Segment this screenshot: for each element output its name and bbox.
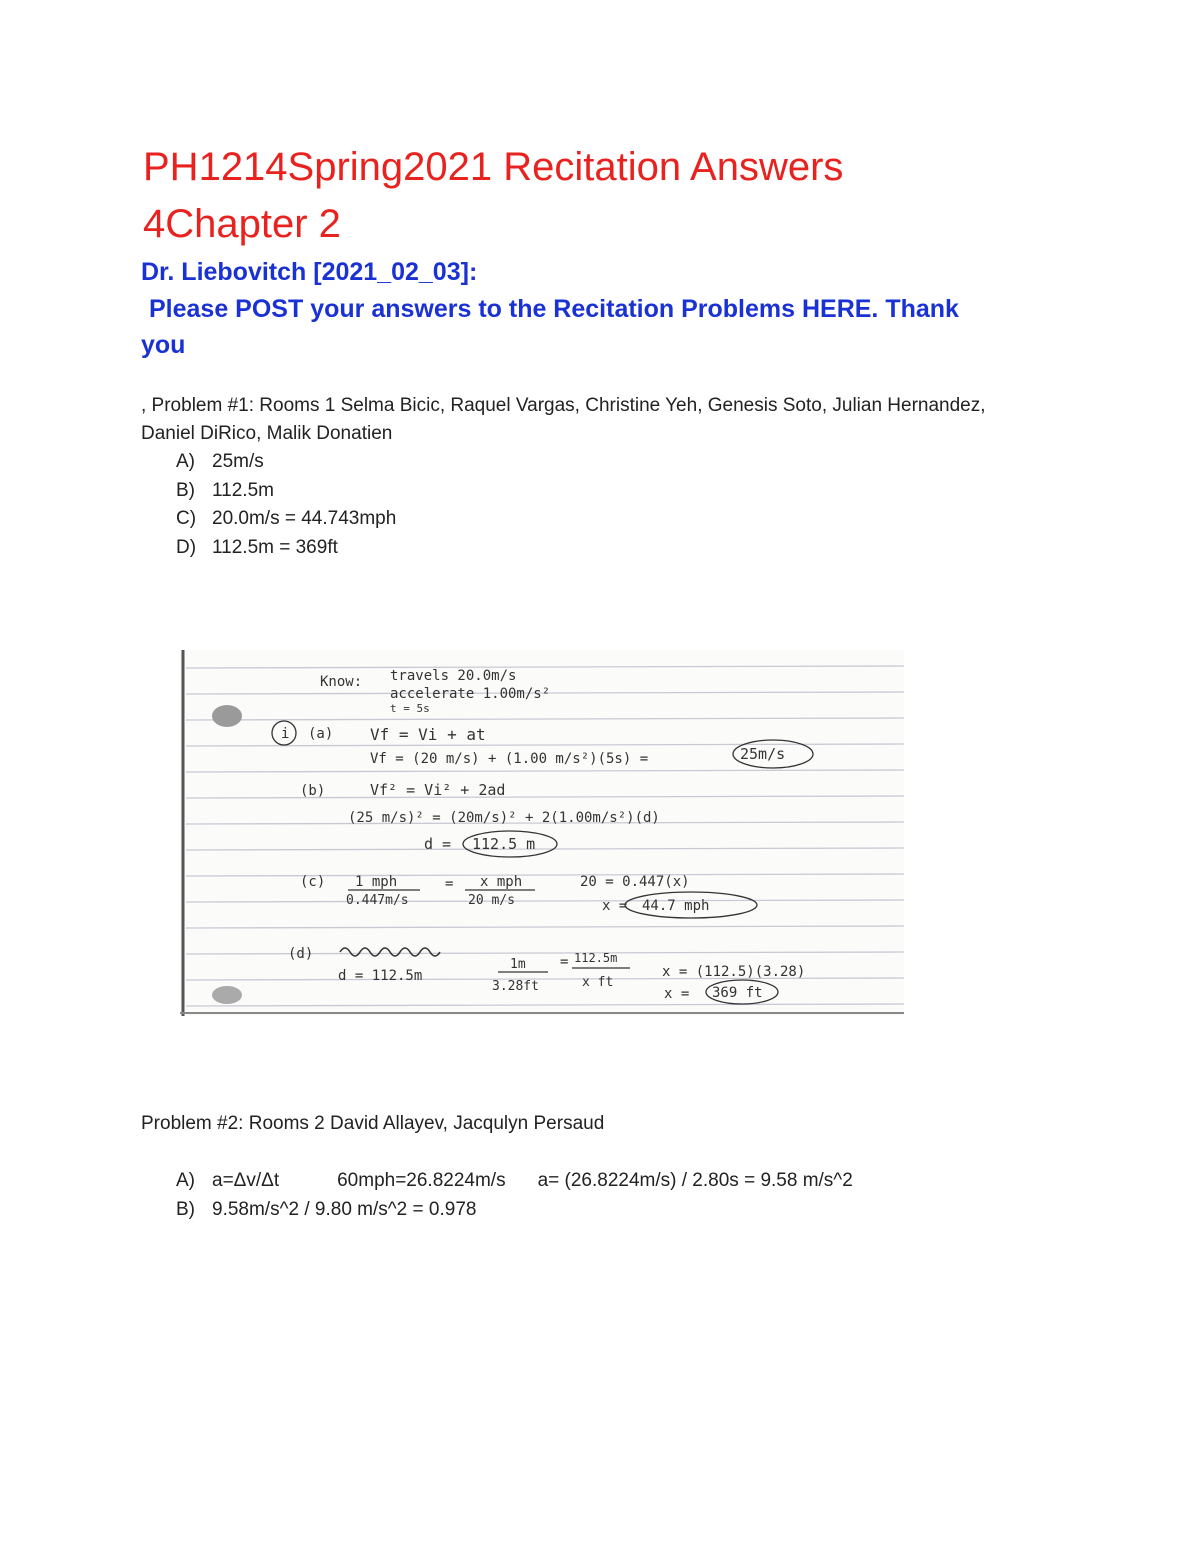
problem-1-answer-list (176, 448, 396, 562)
answer-letter: C) (176, 508, 197, 529)
list-item (176, 534, 396, 563)
equation-line: d = (424, 835, 452, 853)
post-request (141, 291, 1061, 363)
fraction-denominator: 3.28ft (492, 979, 539, 994)
equation-line: d = 112.5m (338, 968, 423, 984)
author-line: Dr. Liebovitch [2021_02_03]: (141, 258, 478, 286)
equation-line: 20 = 0.447(x) (580, 874, 690, 890)
part-label: (d) (288, 946, 314, 962)
answer-text: 25m/s (212, 451, 264, 472)
list-item (176, 448, 396, 477)
answer-letter: A) (176, 451, 195, 472)
list-item (176, 477, 396, 506)
circled-answer: 369 ft (712, 985, 763, 1001)
known-line: travels 20.0m/s (390, 668, 517, 684)
post-request-line1: Please POST your answers to the Recitation Problems HERE. Thank (149, 295, 959, 323)
list-item (176, 1167, 853, 1196)
fraction-numerator: 1 mph (355, 874, 398, 890)
circled-answer: 25m/s (740, 745, 786, 763)
equation-line: (25 m/s)² = (20m/s)² + 2(1.00m/s²)(d) (348, 810, 660, 826)
circled-answer: 112.5 m (472, 835, 536, 853)
answer-text: 60mph=26.8224m/s (337, 1170, 506, 1191)
fraction-numerator: 1m (510, 957, 526, 972)
part-label: (b) (300, 783, 326, 799)
equation-line: x = (112.5)(3.28) (662, 964, 806, 980)
fraction-numerator: 112.5m (574, 951, 618, 965)
answer-letter: B) (176, 1198, 195, 1220)
known-line: accelerate 1.00m/s² (390, 686, 551, 702)
problem-2-heading: Problem #2: Rooms 2 David Allayev, Jacqulyn Persaud (141, 1113, 605, 1134)
document-title: PH1214Spring2021 Recitation Answers (143, 145, 844, 189)
part-label: (c) (300, 874, 326, 890)
equals-sign: = (445, 876, 454, 892)
answer-text: 9.58m/s^2 / 9.80 m/s^2 = 0.978 (212, 1198, 477, 1220)
list-item (176, 1196, 853, 1225)
part-label: (a) (308, 726, 334, 742)
binder-hole (212, 705, 242, 727)
answer-letter: A) (176, 1170, 195, 1191)
answer-text: a= (26.8224m/s) / 2.80s = 9.58 m/s^2 (537, 1170, 853, 1191)
list-item (176, 505, 396, 534)
answer-letter: B) (176, 479, 195, 501)
problem-2-answer-list (176, 1167, 853, 1224)
circled-answer: 44.7 mph (642, 898, 710, 914)
equation-line: Vf = (20 m/s) + (1.00 m/s²)(5s) = (370, 751, 649, 767)
known-line: t = 5s (390, 702, 430, 715)
equation-line: Vf = Vi + at (370, 725, 486, 744)
known-label: Know: (320, 674, 363, 690)
answer-text: 112.5m (212, 479, 274, 501)
equation-line: x = (602, 898, 628, 914)
equals-sign: = (560, 954, 569, 970)
answer-text: a=Δv/Δt (212, 1170, 280, 1191)
problem-1-heading: , Problem #1: Rooms 1 Selma Bicic, Raquel Vargas, Christine Yeh, Genesis Soto, Julian Hernandez, Daniel DiRico, Malik Donatien (141, 395, 986, 444)
binder-hole (212, 986, 242, 1004)
handwritten-solution-image (180, 650, 904, 1016)
post-request-line2: you (141, 331, 186, 359)
fraction-numerator: x mph (480, 874, 523, 890)
fraction-denominator: 0.447m/s (346, 893, 409, 908)
fraction-denominator: x ft (582, 975, 614, 990)
equation-line: x = (664, 986, 690, 1002)
fraction-denominator: 20 m/s (468, 893, 515, 908)
answer-text: 20.0m/s = 44.743mph (212, 508, 397, 529)
answer-text: 112.5m = 369ft (212, 536, 338, 558)
document-title-continued: 4Chapter 2 (143, 202, 341, 246)
part-label: i (281, 726, 290, 742)
answer-letter: D) (176, 536, 197, 558)
equation-line: Vf² = Vi² + 2ad (370, 781, 506, 799)
